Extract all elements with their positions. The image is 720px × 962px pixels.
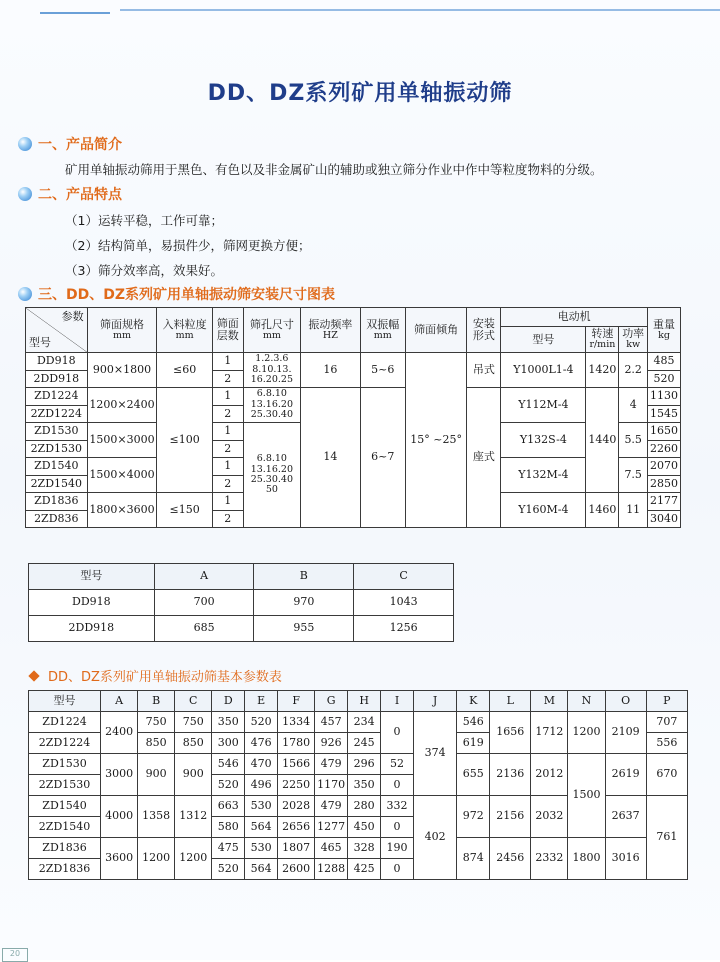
header-f: F: [278, 691, 315, 712]
cell-i: 0: [381, 712, 414, 754]
cell-size: 1500×4000: [87, 458, 157, 493]
cell-f: 2250: [278, 775, 315, 796]
cell-k: 619: [457, 733, 490, 754]
header-size: [87, 308, 157, 353]
bullet-icon: [18, 137, 32, 151]
cell-power: 7.5: [619, 458, 648, 493]
header-power-label: 功率: [622, 327, 645, 341]
section-intro-label: 一、产品简介: [38, 137, 122, 153]
cell-freq: 16: [301, 353, 361, 388]
diamond-icon: [28, 670, 39, 681]
cell-speed: 1440: [586, 388, 619, 493]
hole-line: 25.30.40: [250, 474, 294, 485]
cell-b: 850: [138, 733, 175, 754]
cell-b: 1358: [138, 796, 175, 838]
cell-weight: 2850: [648, 475, 681, 493]
cell-model: ZD1836: [29, 838, 101, 859]
header-g: G: [315, 691, 348, 712]
page-number: 20: [2, 948, 28, 962]
cell-g: 1288: [315, 859, 348, 880]
cell-weight: 1650: [648, 423, 681, 441]
feature-item-3: （3）筛分效率高，效果好。: [65, 263, 223, 278]
bullet-icon: [18, 287, 32, 301]
header-bar: [0, 0, 720, 20]
header-speed-unit: r/min: [589, 339, 616, 351]
hole-line: 13.16.20: [250, 463, 294, 475]
cell-j: 402: [414, 796, 457, 880]
cell-motor-type: Y132S-4: [501, 423, 586, 458]
header-rule: [120, 9, 720, 11]
cell-c: 900: [175, 754, 212, 796]
cell-size: 1200×2400: [87, 388, 157, 423]
cell-motor-type: Y1000L1-4: [501, 353, 586, 388]
cell-layers: 2: [212, 405, 243, 423]
header-p: P: [646, 691, 687, 712]
intro-text: 矿用单轴振动筛用于黑色、有色以及非金属矿山的辅助或独立筛分作业中作中等粒度物料的分级。: [65, 162, 603, 177]
section-install-label: 三、DD、DZ系列矿用单轴振动筛安装尺寸图表: [38, 287, 336, 303]
header-size-label: 筛面规格: [99, 317, 144, 331]
cell-o: 3016: [605, 838, 646, 880]
cell-weight: 2177: [648, 493, 681, 511]
cell-weight: 2260: [648, 440, 681, 458]
cell-model: DD918: [29, 590, 155, 616]
cell-layers: 2: [212, 370, 243, 388]
model-label: 型号: [29, 335, 51, 349]
cell-a: 2400: [101, 712, 138, 754]
header-i: I: [381, 691, 414, 712]
header-b: B: [254, 564, 354, 590]
cell-layers: 1: [212, 493, 243, 511]
cell-a: 3600: [101, 838, 138, 880]
hole-line: 6.8.10: [256, 453, 287, 465]
cell-f: 2028: [278, 796, 315, 817]
cell-f: 1780: [278, 733, 315, 754]
basic-params-table: [28, 690, 688, 880]
cell-speed: 1420: [586, 353, 619, 388]
cell-model: 2ZD1224: [26, 405, 88, 423]
cell-d: 350: [212, 712, 245, 733]
cell-p: 670: [646, 754, 687, 796]
cell-layers: 1: [212, 353, 243, 371]
cell-size: 1800×3600: [87, 493, 157, 528]
cell-freq: 14: [301, 388, 361, 528]
cell-a: 685: [154, 616, 254, 642]
cell-layers: 1: [212, 423, 243, 441]
cell-layers: 2: [212, 440, 243, 458]
cell-size: 1500×3000: [87, 423, 157, 458]
cell-amp: 5~6: [360, 353, 405, 388]
cell-h: 350: [348, 775, 381, 796]
cell-hole: [243, 353, 300, 388]
header-speed-label: 转速: [591, 327, 614, 341]
hole-line: 13.16.20: [250, 398, 294, 410]
hole-line: 25.30.40: [250, 409, 294, 421]
cell-e: 564: [245, 859, 278, 880]
cell-layers: 1: [212, 388, 243, 406]
cell-m: 2012: [531, 754, 568, 796]
cell-motor-type: Y160M-4: [501, 493, 586, 528]
cell-h: 425: [348, 859, 381, 880]
cell-model: 2DD918: [29, 616, 155, 642]
header-layers: 筛面层数: [212, 308, 243, 353]
cell-b: 1200: [138, 838, 175, 880]
cell-model: 2ZD1224: [29, 733, 101, 754]
cell-f: 1334: [278, 712, 315, 733]
cell-m: 1712: [531, 712, 568, 754]
cell-model: 2ZD1540: [26, 475, 88, 493]
cell-k: 655: [457, 754, 490, 796]
cell-model: DD918: [26, 353, 88, 371]
cell-power: 11: [619, 493, 648, 528]
cell-d: 520: [212, 859, 245, 880]
cell-power: 5.5: [619, 423, 648, 458]
header-size-unit: mm: [112, 329, 131, 341]
cell-model: ZD1540: [26, 458, 88, 476]
section-params-label: DD、DZ系列矿用单轴振动筛基本参数表: [48, 670, 282, 685]
cell-feed: ≤100: [157, 388, 212, 493]
cell-model: 2ZD836: [26, 510, 88, 528]
cell-weight: 1130: [648, 388, 681, 406]
cell-c: 750: [175, 712, 212, 733]
cell-p: 707: [646, 712, 687, 733]
cell-e: 530: [245, 796, 278, 817]
section-intro-heading: [18, 134, 122, 154]
cell-hole: [243, 423, 300, 528]
cell-h: 245: [348, 733, 381, 754]
cell-i: 190: [381, 838, 414, 859]
cell-h: 328: [348, 838, 381, 859]
cell-d: 546: [212, 754, 245, 775]
cell-i: 0: [381, 775, 414, 796]
cell-model: ZD1224: [29, 712, 101, 733]
cell-feed: ≤150: [157, 493, 212, 528]
cell-g: 1277: [315, 817, 348, 838]
header-freq-unit: HZ: [322, 329, 338, 341]
cell-f: 1566: [278, 754, 315, 775]
header-a: A: [101, 691, 138, 712]
header-model: 型号: [29, 564, 155, 590]
header-b: B: [138, 691, 175, 712]
cell-p: 761: [646, 796, 687, 880]
cell-layers: 2: [212, 510, 243, 528]
cell-model: ZD1530: [29, 754, 101, 775]
cell-layers: 1: [212, 458, 243, 476]
cell-m: 2032: [531, 796, 568, 838]
cell-i: 52: [381, 754, 414, 775]
cell-motor-type: Y132M-4: [501, 458, 586, 493]
header-j: J: [414, 691, 457, 712]
header-angle: 筛面倾角: [405, 308, 467, 353]
cell-a: 4000: [101, 796, 138, 838]
section-install-heading: [18, 284, 335, 304]
hole-line: 1.2.3.6: [255, 353, 289, 365]
header-weight: [648, 308, 681, 353]
header-m: M: [531, 691, 568, 712]
header-n: N: [568, 691, 605, 712]
header-hole-label: 筛孔尺寸: [249, 317, 294, 331]
cell-g: 926: [315, 733, 348, 754]
cell-e: 470: [245, 754, 278, 775]
param-label: 参数: [61, 310, 84, 323]
cell-a: 3000: [101, 754, 138, 796]
header-c: C: [175, 691, 212, 712]
cell-h: 296: [348, 754, 381, 775]
cell-e: 530: [245, 838, 278, 859]
header-motor-type: 型号: [501, 327, 586, 353]
install-spec-table: [25, 307, 681, 528]
cell-g: 479: [315, 754, 348, 775]
cell-o: 2637: [605, 796, 646, 838]
cell-i: 0: [381, 859, 414, 880]
header-e: E: [245, 691, 278, 712]
cell-d: 663: [212, 796, 245, 817]
header-hole: [243, 308, 300, 353]
section-params-heading: [30, 666, 282, 685]
cell-h: 280: [348, 796, 381, 817]
header-power: [619, 327, 648, 353]
cell-n: 1800: [568, 838, 605, 880]
cell-i: 332: [381, 796, 414, 817]
header-weight-unit: kg: [658, 329, 670, 341]
cell-c: 1312: [175, 796, 212, 838]
cell-h: 450: [348, 817, 381, 838]
header-amp-unit: mm: [373, 329, 392, 341]
hole-line: 50: [265, 484, 278, 496]
cell-size: 900×1800: [87, 353, 157, 388]
cell-d: 475: [212, 838, 245, 859]
header-k: K: [457, 691, 490, 712]
cell-e: 496: [245, 775, 278, 796]
cell-f: 2600: [278, 859, 315, 880]
cell-weight: 1545: [648, 405, 681, 423]
cell-o: 2109: [605, 712, 646, 754]
header-hole-unit: mm: [262, 329, 281, 341]
cell-d: 300: [212, 733, 245, 754]
header-freq-label: 振动频率: [308, 317, 353, 331]
cell-c: 1043: [354, 590, 454, 616]
cell-motor-type: Y112M-4: [501, 388, 586, 423]
cell-hole: [243, 388, 300, 423]
header-h: H: [348, 691, 381, 712]
cell-c: 1200: [175, 838, 212, 880]
cell-k: 972: [457, 796, 490, 838]
cell-g: 1170: [315, 775, 348, 796]
cell-k: 546: [457, 712, 490, 733]
cell-mount: 座式: [467, 388, 501, 528]
header-mount: 安装形式: [467, 308, 501, 353]
cell-g: 465: [315, 838, 348, 859]
cell-i: 0: [381, 817, 414, 838]
cell-e: 520: [245, 712, 278, 733]
cell-b: 750: [138, 712, 175, 733]
header-feed-unit: mm: [175, 329, 194, 341]
cell-e: 564: [245, 817, 278, 838]
cell-f: 1807: [278, 838, 315, 859]
feature-item-2: （2）结构简单，易损件少，筛网更换方便；: [65, 238, 311, 253]
section-features-label: 二、产品特点: [38, 187, 122, 203]
cell-k: 874: [457, 838, 490, 880]
cell-l: 2136: [490, 754, 531, 796]
header-l: L: [490, 691, 531, 712]
cell-g: 479: [315, 796, 348, 817]
header-amp: [360, 308, 405, 353]
cell-j: 374: [414, 712, 457, 796]
cell-o: 2619: [605, 754, 646, 796]
feature-item-1: （1）运转平稳，工作可靠；: [65, 213, 223, 228]
dd-dimension-table: [28, 563, 454, 642]
cell-l: 1656: [490, 712, 531, 754]
cell-model: 2DD918: [26, 370, 88, 388]
header-a: A: [154, 564, 254, 590]
header-c: C: [354, 564, 454, 590]
hole-line: 6.8.10: [256, 388, 287, 400]
cell-model: ZD1540: [29, 796, 101, 817]
header-feed-label: 入料粒度: [162, 317, 207, 331]
header-d: D: [212, 691, 245, 712]
cell-m: 2332: [531, 838, 568, 880]
cell-p: 556: [646, 733, 687, 754]
bullet-icon: [18, 187, 32, 201]
corner-header: [26, 308, 88, 353]
header-amp-label: 双振幅: [366, 317, 400, 331]
cell-weight: 2070: [648, 458, 681, 476]
header-feed: [157, 308, 212, 353]
cell-l: 2156: [490, 796, 531, 838]
cell-model: 2ZD1530: [29, 775, 101, 796]
header-freq: [301, 308, 361, 353]
cell-amp: 6~7: [360, 388, 405, 528]
cell-speed: 1460: [586, 493, 619, 528]
header-speed: [586, 327, 619, 353]
page-title: DD、DZ系列矿用单轴振动筛: [207, 81, 513, 106]
header-motor: 电动机: [501, 308, 648, 327]
cell-model: ZD1224: [26, 388, 88, 406]
cell-power: 2.2: [619, 353, 648, 388]
cell-d: 520: [212, 775, 245, 796]
cell-d: 580: [212, 817, 245, 838]
cell-weight: 3040: [648, 510, 681, 528]
cell-model: 2ZD1836: [29, 859, 101, 880]
cell-feed: ≤60: [157, 353, 212, 388]
hole-line: 8.10.13.: [252, 363, 292, 375]
cell-power: 4: [619, 388, 648, 423]
cell-model: ZD1836: [26, 493, 88, 511]
cell-model: ZD1530: [26, 423, 88, 441]
cell-l: 2456: [490, 838, 531, 880]
cell-angle: 15° ~25°: [405, 353, 467, 528]
cell-f: 2656: [278, 817, 315, 838]
cell-model: 2ZD1530: [26, 440, 88, 458]
section-features-heading: [18, 184, 122, 204]
cell-c: 1256: [354, 616, 454, 642]
cell-weight: 485: [648, 353, 681, 371]
cell-n: 1500: [568, 754, 605, 838]
cell-mount: 吊式: [467, 353, 501, 388]
header-power-unit: kw: [626, 339, 641, 351]
cell-a: 700: [154, 590, 254, 616]
cell-b: 955: [254, 616, 354, 642]
cell-weight: 520: [648, 370, 681, 388]
cell-c: 850: [175, 733, 212, 754]
cell-b: 900: [138, 754, 175, 796]
cell-b: 970: [254, 590, 354, 616]
cell-layers: 2: [212, 475, 243, 493]
company-logo: [40, 0, 110, 14]
cell-h: 234: [348, 712, 381, 733]
cell-e: 476: [245, 733, 278, 754]
cell-n: 1200: [568, 712, 605, 754]
cell-model: 2ZD1540: [29, 817, 101, 838]
header-o: O: [605, 691, 646, 712]
hole-line: 16.20.25: [250, 374, 294, 386]
header-weight-label: 重量: [653, 317, 676, 331]
cell-g: 457: [315, 712, 348, 733]
header-model: 型号: [29, 691, 101, 712]
